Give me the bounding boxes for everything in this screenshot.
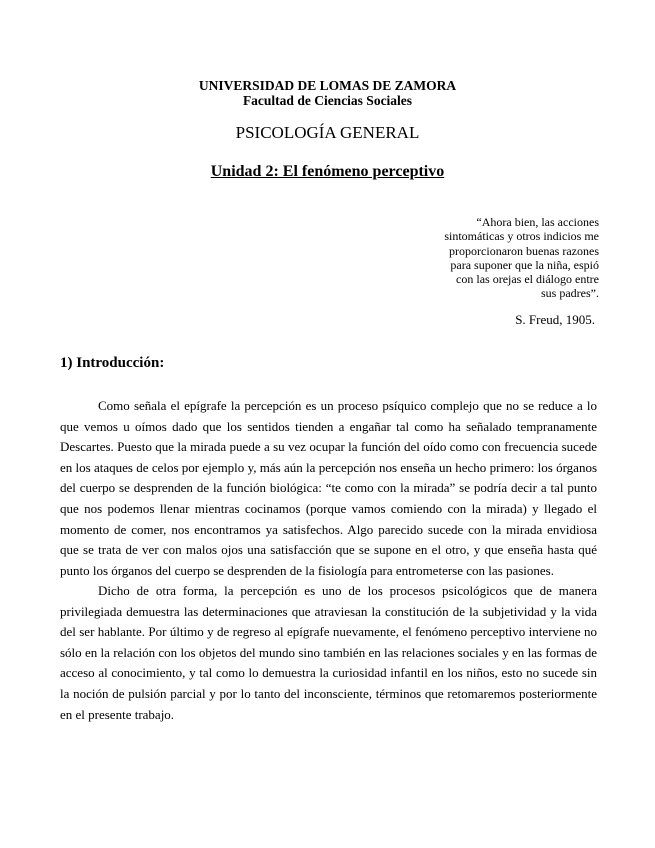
body-paragraph: Dicho de otra forma, la percepción es uno de los procesos psicológicos que de manera privilegiada demuestra las determinaciones que atraviesan la constitución de la subjetividad y la vida del ser hablante. Por último y de regreso al epígrafe nuevamente, el fenómeno perceptivo interviene no sólo en la relación con los objetos del mundo sino también en las relaciones sociales y en las formas de acceso al conocimiento, y tal como lo demuestra la curiosidad infantil en los niños, esto no sucede sin la noción de pulsión parcial y por lo tanto del inconsciente, términos que retomaremos posteriormente en el presente trabajo.	[60, 583, 597, 722]
unit-heading: Unidad 2: El fenómeno perceptivo	[210, 163, 445, 180]
epigraph-attribution: S. Freud, 1905.	[515, 312, 595, 327]
faculty-name: Facultad de Ciencias Sociales	[242, 93, 413, 108]
unit-heading-wrapper	[0, 163, 655, 181]
subject-title: PSICOLOGÍA GENERAL	[235, 123, 420, 142]
body-paragraph-1-wrapper	[60, 396, 597, 581]
epigraph-quote: “Ahora bien, las acciones sintomáticas y otros indicios me proporcionaron buenas razones para suponer que la niña, espió con las orejas el diálogo entre sus padres”.	[444, 215, 599, 301]
section-title: 1) Introducción:	[60, 355, 165, 371]
body-paragraph: Como señala el epígrafe la percepción es un proceso psíquico complejo que no se reduce a lo que vemos u oímos dado que los sentidos tienden a engañar tal como ha señalado tempranamente Descartes. Puesto que la mirada puede a su vez ocupar la función del oído como con frecuencia sucede en los ataques de celos por ejemplo y, más aún la percepción nos enseña un hecho primero: los órganos del cuerpo se desprenden de la función biológica: “te como con la mirada” se podría decir a tal punto que nos podemos llenar mientras cocinamos (porque vamos comiendo con la mirada) y llegado el momento de comer, nos encontramos ya satisfechos. Algo parecido sucede con la mirada envidiosa que se trata de ver con malos ojos una satisfacción que se supone en el otro, y que enseña hasta qué punto los órganos del cuerpo se desprenden de la fisiología para entrometerse con las pasiones.	[60, 398, 597, 578]
body-paragraph-2-wrapper	[60, 581, 597, 725]
university-name: UNIVERSIDAD DE LOMAS DE ZAMORA	[198, 78, 457, 93]
